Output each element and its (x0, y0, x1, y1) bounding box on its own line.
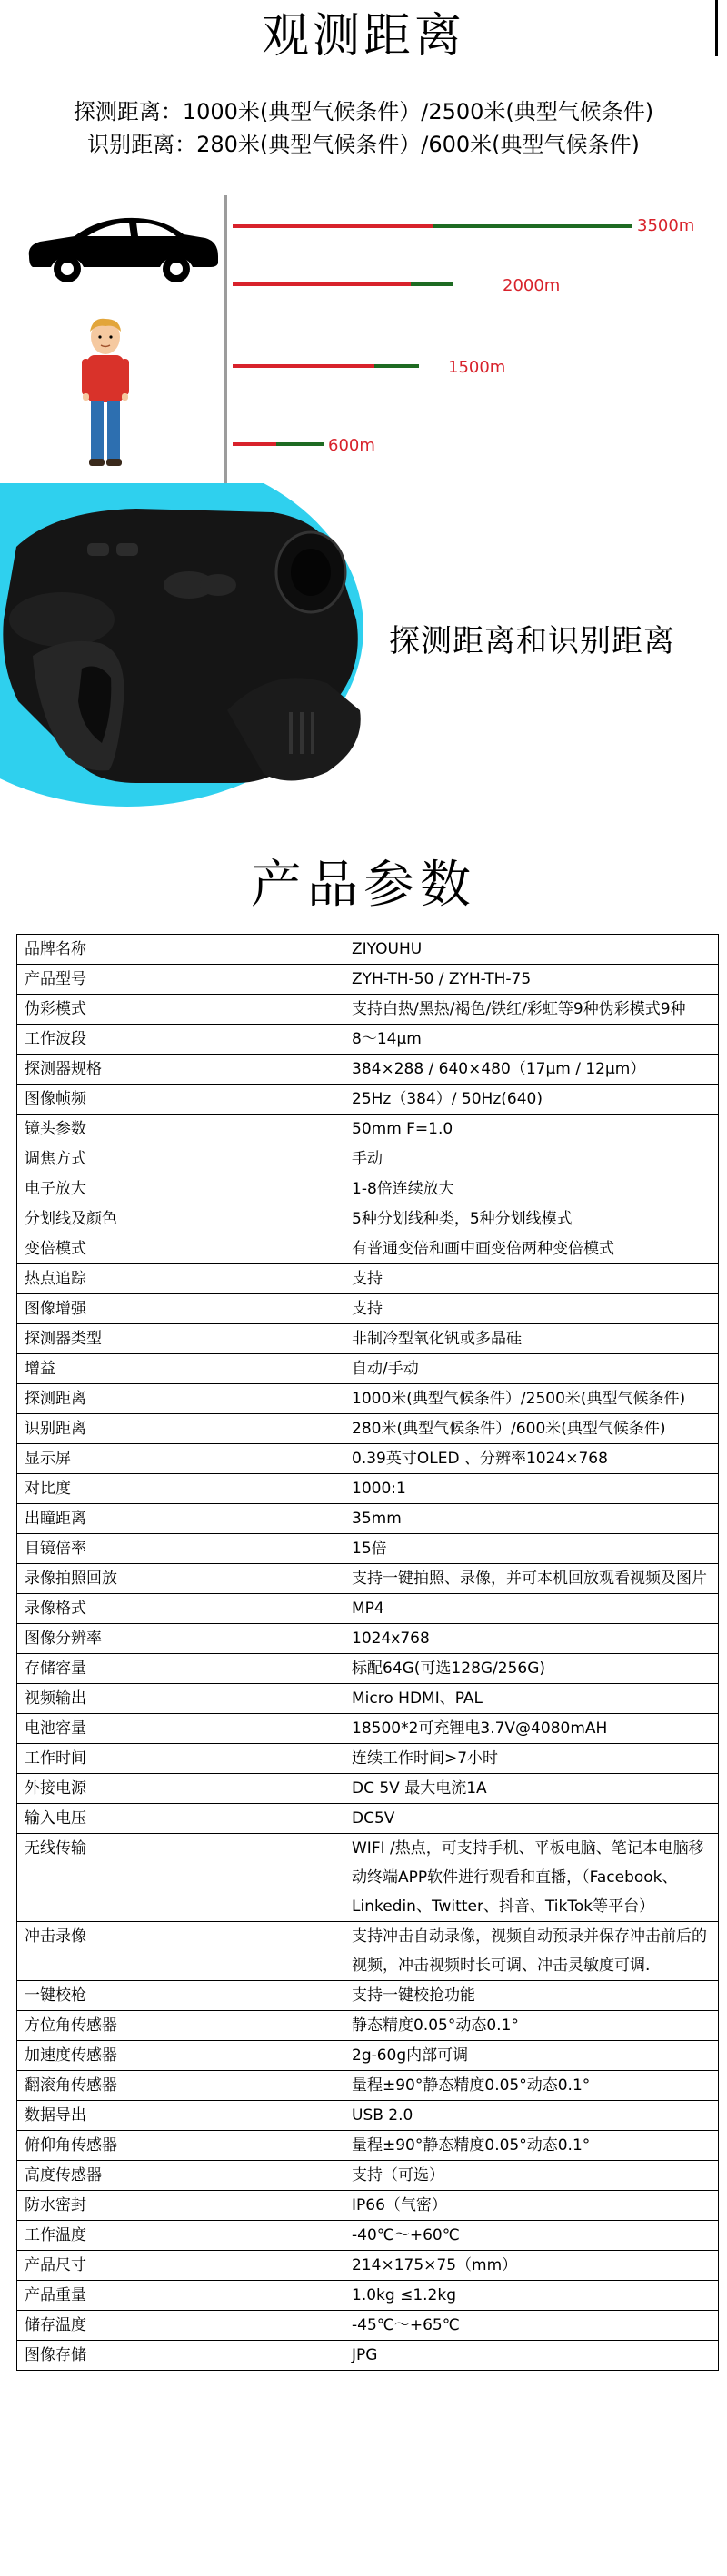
spec-key: 产品尺寸 (17, 2251, 344, 2281)
spec-value: 支持一键拍照、录像，并可本机回放观看视频及图片 (344, 1564, 719, 1594)
table-row (17, 1234, 719, 1264)
spec-key: 工作波段 (17, 1025, 344, 1055)
table-row (17, 995, 719, 1025)
table-row (17, 1714, 719, 1744)
range-bar-green (276, 442, 324, 446)
spec-value: USB 2.0 (344, 2101, 719, 2131)
table-row (17, 2011, 719, 2041)
table-row (17, 1564, 719, 1594)
spec-key: 目镜倍率 (17, 1534, 344, 1564)
spec-value: 支持（可选） (344, 2161, 719, 2191)
spec-key: 产品型号 (17, 965, 344, 995)
table-row (17, 2341, 719, 2371)
photo-caption: 探测距离和识别距离 (389, 623, 675, 659)
spec-key: 探测器规格 (17, 1055, 344, 1085)
spec-value: 手动 (344, 1144, 719, 1174)
spec-key: 数据导出 (17, 2101, 344, 2131)
table-row (17, 2161, 719, 2191)
spec-key: 储存温度 (17, 2311, 344, 2341)
spec-value: 384×288 / 640×480（17μm / 12μm） (344, 1055, 719, 1085)
range-label: 600m (328, 436, 375, 455)
spec-key: 工作时间 (17, 1744, 344, 1774)
spec-key: 伪彩模式 (17, 995, 344, 1025)
table-row (17, 1204, 719, 1234)
spec-key: 无线传输 (17, 1834, 344, 1922)
spec-table (16, 934, 719, 2371)
spec-key: 显示屏 (17, 1444, 344, 1474)
table-row (17, 1264, 719, 1294)
spec-key: 加速度传感器 (17, 2041, 344, 2071)
table-row (17, 2311, 719, 2341)
table-row (17, 2131, 719, 2161)
spec-value: 214×175×75（mm） (344, 2251, 719, 2281)
spec-value: DC5V (344, 1804, 719, 1834)
spec-value: 支持一键校抢功能 (344, 1981, 719, 2011)
table-row (17, 1654, 719, 1684)
spec-key: 品牌名称 (17, 935, 344, 965)
spec-key: 变倍模式 (17, 1234, 344, 1264)
range-bar-green (374, 364, 419, 368)
section-title-observation: 观测距离 (261, 9, 465, 64)
table-row (17, 1774, 719, 1804)
table-row (17, 1115, 719, 1144)
spec-key: 工作温度 (17, 2221, 344, 2251)
range-bar (233, 364, 419, 368)
spec-value: 2g-60g内部可调 (344, 2041, 719, 2071)
table-row (17, 965, 719, 995)
spec-value: -45℃～+65℃ (344, 2311, 719, 2341)
table-row (17, 1444, 719, 1474)
spec-value: ZIYOUHU (344, 935, 719, 965)
spec-key: 存储容量 (17, 1654, 344, 1684)
table-row (17, 1981, 719, 2011)
table-row (17, 2221, 719, 2251)
spec-value: 静态精度0.05°动态0.1° (344, 2011, 719, 2041)
table-row (17, 1294, 719, 1324)
range-label: 2000m (503, 276, 561, 295)
spec-key: 冲击录像 (17, 1922, 344, 1981)
spec-value: 35mm (344, 1504, 719, 1534)
spec-value: -40℃～+60℃ (344, 2221, 719, 2251)
spec-value: 1.0kg ≤1.2kg (344, 2281, 719, 2311)
spec-key: 调焦方式 (17, 1144, 344, 1174)
range-bar (233, 224, 632, 228)
spec-key: 电池容量 (17, 1714, 344, 1744)
thermal-binocular-photo (0, 483, 391, 828)
spec-key: 翻滚角传感器 (17, 2071, 344, 2101)
spec-value: ZYH-TH-50 / ZYH-TH-75 (344, 965, 719, 995)
table-row (17, 1744, 719, 1774)
spec-key: 方位角传感器 (17, 2011, 344, 2041)
spec-value: 1-8倍连续放大 (344, 1174, 719, 1204)
table-row (17, 1684, 719, 1714)
spec-key: 防水密封 (17, 2191, 344, 2221)
spec-value: DC 5V 最大电流1A (344, 1774, 719, 1804)
range-bar-red (233, 442, 276, 446)
spec-key: 高度传感器 (17, 2161, 344, 2191)
spec-value: WIFI /热点，可支持手机、平板电脑、笔记本电脑移动终端APP软件进行观看和直播，（Facebook、Linkedin、Twitter、抖音、TikTok等平台） (344, 1834, 719, 1922)
range-bar-green (433, 224, 632, 228)
spec-key: 镜头参数 (17, 1115, 344, 1144)
spec-value: 量程±90°静态精度0.05°动态0.1° (344, 2131, 719, 2161)
spec-value: 非制冷型氧化钒或多晶硅 (344, 1324, 719, 1354)
table-row (17, 1354, 719, 1384)
table-row (17, 1834, 719, 1922)
spec-value: 有普通变倍和画中画变倍两种变倍模式 (344, 1234, 719, 1264)
spec-key: 图像分辨率 (17, 1624, 344, 1654)
range-bar-red (233, 282, 411, 286)
spec-key: 分划线及颜色 (17, 1204, 344, 1234)
range-bar-green (411, 282, 453, 286)
spec-value: 支持 (344, 1294, 719, 1324)
range-bar (233, 282, 453, 286)
table-row (17, 1025, 719, 1055)
spec-value: 50mm F=1.0 (344, 1115, 719, 1144)
spec-key: 图像帧频 (17, 1085, 344, 1115)
spec-value: 1000:1 (344, 1474, 719, 1504)
table-row (17, 1414, 719, 1444)
spec-value: 标配64G(可选128G/256G) (344, 1654, 719, 1684)
spec-value: IP66（气密） (344, 2191, 719, 2221)
spec-key: 识别距离 (17, 1414, 344, 1444)
spec-value: Micro HDMI、PAL (344, 1684, 719, 1714)
spec-key: 热点追踪 (17, 1264, 344, 1294)
spec-value: 自动/手动 (344, 1354, 719, 1384)
range-label: 1500m (448, 358, 506, 377)
edge-bar (715, 0, 718, 56)
table-row (17, 1174, 719, 1204)
table-row (17, 1624, 719, 1654)
table-row (17, 2071, 719, 2101)
spec-key: 输入电压 (17, 1804, 344, 1834)
spec-key: 录像格式 (17, 1594, 344, 1624)
range-bar (233, 442, 324, 446)
spec-value: 18500*2可充锂电3.7V@4080mAH (344, 1714, 719, 1744)
spec-value: 支持白热/黑热/褐色/铁红/彩虹等9种伪彩模式9种 (344, 995, 719, 1025)
table-row (17, 2281, 719, 2311)
detect-distance-line: 探测距离：1000米(典型气候条件）/2500米(典型气候条件) (73, 99, 654, 124)
table-row (17, 2251, 719, 2281)
spec-key: 电子放大 (17, 1174, 344, 1204)
table-row (17, 935, 719, 965)
range-axis (224, 195, 227, 495)
spec-value: 连续工作时间>7小时 (344, 1744, 719, 1774)
range-bar-red (233, 224, 433, 228)
spec-value: 5种分划线种类，5种分划线模式 (344, 1204, 719, 1234)
table-row (17, 1922, 719, 1981)
spec-key: 视频输出 (17, 1684, 344, 1714)
table-row (17, 1474, 719, 1504)
table-row (17, 1144, 719, 1174)
spec-key: 产品重量 (17, 2281, 344, 2311)
spec-value: 支持冲击自动录像，视频自动预录并保存冲击前后的视频，冲击视频时长可调、冲击灵敏度可调. (344, 1922, 719, 1981)
table-row (17, 1085, 719, 1115)
spec-key: 外接电源 (17, 1774, 344, 1804)
spec-key: 增益 (17, 1354, 344, 1384)
section-title-parameters: 产品参数 (251, 856, 476, 915)
table-row (17, 1324, 719, 1354)
table-row (17, 2191, 719, 2221)
spec-key: 图像增强 (17, 1294, 344, 1324)
spec-value: 量程±90°静态精度0.05°动态0.1° (344, 2071, 719, 2101)
table-row (17, 1804, 719, 1834)
car-icon (24, 211, 222, 285)
spec-key: 图像存储 (17, 2341, 344, 2371)
table-row (17, 1384, 719, 1414)
spec-key: 一键校枪 (17, 1981, 344, 2011)
range-bar-red (233, 364, 374, 368)
spec-key: 出瞳距离 (17, 1504, 344, 1534)
spec-key: 俯仰角传感器 (17, 2131, 344, 2161)
spec-key: 对比度 (17, 1474, 344, 1504)
table-row (17, 2041, 719, 2071)
table-row (17, 2101, 719, 2131)
spec-value: 1000米(典型气候条件）/2500米(典型气候条件) (344, 1384, 719, 1414)
range-label: 3500m (637, 216, 695, 235)
table-row (17, 1504, 719, 1534)
person-icon (82, 317, 129, 470)
identify-distance-line: 识别距离：280米(典型气候条件）/600米(典型气候条件) (87, 132, 640, 157)
spec-value: JPG (344, 2341, 719, 2371)
spec-value: 15倍 (344, 1534, 719, 1564)
spec-key: 录像拍照回放 (17, 1564, 344, 1594)
spec-value: 1024x768 (344, 1624, 719, 1654)
spec-key: 探测器类型 (17, 1324, 344, 1354)
spec-key: 探测距离 (17, 1384, 344, 1414)
spec-value: MP4 (344, 1594, 719, 1624)
spec-value: 支持 (344, 1264, 719, 1294)
spec-value: 25Hz（384）/ 50Hz(640) (344, 1085, 719, 1115)
table-row (17, 1594, 719, 1624)
table-row (17, 1055, 719, 1085)
table-row (17, 1534, 719, 1564)
spec-value: 8～14μm (344, 1025, 719, 1055)
spec-value: 280米(典型气候条件）/600米(典型气候条件) (344, 1414, 719, 1444)
spec-value: 0.39英寸OLED 、分辨率1024×768 (344, 1444, 719, 1474)
